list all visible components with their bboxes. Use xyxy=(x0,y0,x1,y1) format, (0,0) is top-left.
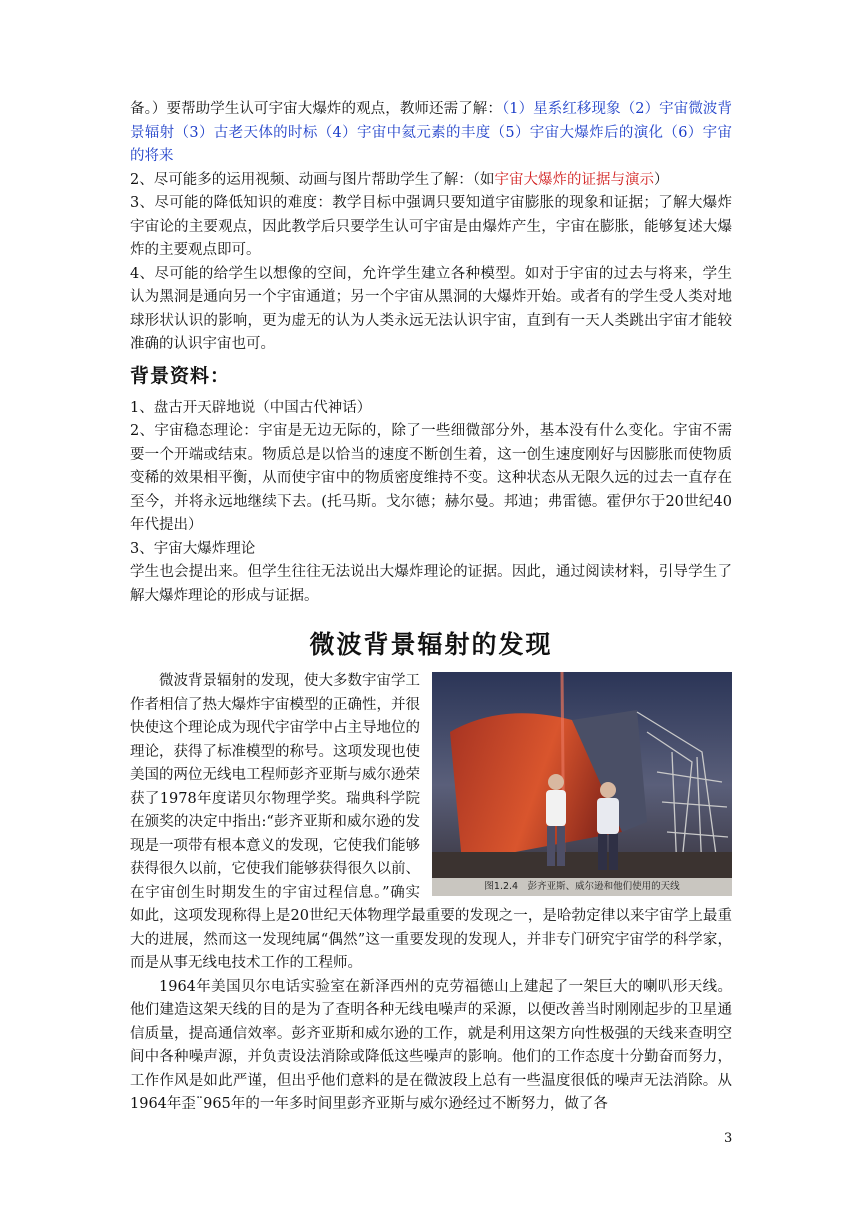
figure-caption: 图1.2.4 彭齐亚斯、威尔逊和他们使用的天线 xyxy=(432,878,732,896)
big-bang-evidence-link[interactable]: 宇宙大爆炸的证据与演示 xyxy=(494,171,654,188)
item-3: 3、尽可能的降低知识的难度：教学目标中强调只要知道宇宙膨胀的现象和证据；了解大爆炸宇宙论的主要观点，因此教学后只要学生认可宇宙是由爆炸产生，宇宙在膨胀，能够复述大爆炸的主要观点即可。 xyxy=(130,195,732,258)
background-item-3: 3、宇宙大爆炸理论 xyxy=(130,540,256,557)
item-2-close: ） xyxy=(653,171,669,188)
evidence-list-link[interactable]: （1）星系红移现象（2）宇宙微波背景辐射（3）古老天体的时标（4）宇宙中氦元素的丰度（5）宇宙大爆炸后的演化（6）宇宙的将来 xyxy=(130,101,733,164)
antenna-photo xyxy=(432,672,732,896)
background-item-2: 2、宇宙稳态理论：宇宙是无边无际的，除了一些细微部分外，基本没有什么变化。宇宙不需要一个开端或结束。物质总是以恰当的速度不断创生着，这一创生速度刚好与因膨胀而使物质变稀的效果相平衡，从而使宇宙中的物质密度维持不变。这种状态从无限久远的过去一直存在至今，并将永远地继续下去。(托马斯。戈尔德；赫尔曼。邦迪；弗雷德。霍伊尔于20世纪40年代提出） xyxy=(130,423,732,533)
page-number: 3 xyxy=(724,1131,733,1146)
item-2 xyxy=(130,169,732,193)
item-4: 4、尽可能的给学生以想像的空间，允许学生建立各种模型。如对于宇宙的过去与将来，学生认为黑洞是通向另一个宇宙通道；另一个宇宙从黑洞的大爆炸开始。或者有的学生受人类对地球形状认识的影响，更为虚无的认为人类永远无法认识宇宙，直到有一天人类跳出宇宙才能较准确的认识宇宙也可。 xyxy=(130,265,732,352)
background-item-4: 学生也会提出来。但学生往往无法说出大爆炸理论的证据。因此，通过阅读材料，引导学生了解大爆炸理论的形成与证据。 xyxy=(130,564,732,604)
section-title: 背景资料： xyxy=(130,364,231,387)
article-paragraph-2: 1964年美国贝尔电话实验室在新泽西州的克劳福德山上建起了一架巨大的喇叭形天线。他们建造这架天线的目的是为了查明各种无线电噪声的采源，以便改善当时刚刚起步的卫星通信质量，提高通信效率。彭齐亚斯和威尔逊的工作，就是利用这架方向性极强的天线来查明空间中各种噪声源，并负责设法消除或降低这些噪声的影响。他们的工作态度十分勤奋而努力，工作作风是如此严谨，但出乎他们意料的是在微波段上总有一些温度很低的噪声无法消除。从1964年歪¨965年的一年多时间里彭齐亚斯与威尔逊经过不断努力，做了各 xyxy=(130,978,732,1112)
article-title: 微波背景辐射的发现 xyxy=(309,630,553,659)
item-2-text: 2、尽可能多的运用视频、动画与图片帮助学生了解：（如 xyxy=(130,171,495,188)
paragraph-text: 备。）要帮助学生认可宇宙大爆炸的观点，教师还需了解： xyxy=(130,101,502,117)
document-page xyxy=(130,98,732,1117)
antenna-photo-image xyxy=(432,672,732,896)
paragraph-teacher-knowledge xyxy=(130,98,732,169)
article-paragraph-1: 微波背景辐射的发现，使大多数宇宙学工作者相信了热大爆炸宇宙模型的正确性，并很快使这个理论成为现代宇宙学中占主导地位的理论，获得了标准模型的称号。这项发现也使美国的两位无线电工程师彭齐亚斯与威尔逊荣获了1978年度诺贝尔物理学奖。瑞典科学院在颁奖的决定中指出:“彭齐亚斯和威尔逊的发现是一项带有根本意义的发现，它使我们能够获得很久以前，它使我们能够获得很久以前、在宇宙创生时期发生的宇宙过程信息。”确实如此，这项发现称得上是20世纪天体物理学最重要的发现之一，是哈勃定律以来宇宙学上最重大的进展，然而这一发现纯属“偶然”这一重要发现的发现人，并非专门研究宇宙学的科学家，而是从事无线电技术工作的工程师。 xyxy=(130,673,732,971)
background-item-1: 1、盘古开天辟地说（中国古代神话） xyxy=(130,399,372,416)
